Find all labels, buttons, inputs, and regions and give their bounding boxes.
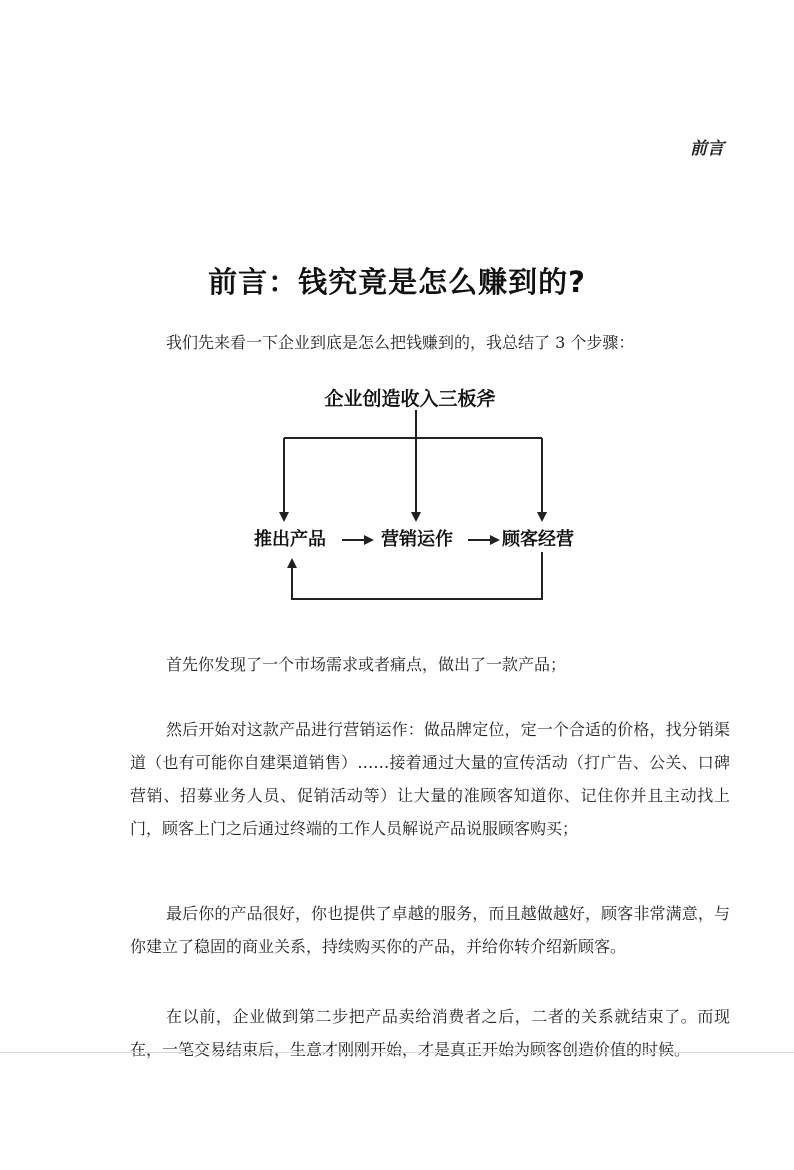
scan-line xyxy=(0,1052,794,1053)
diagram-arrows xyxy=(240,380,580,620)
step-launch-product: 推出产品 xyxy=(254,529,326,550)
step-customer-management: 顾客经营 xyxy=(502,529,574,550)
arrowhead-right-2 xyxy=(490,535,500,545)
arrowhead-down-3 xyxy=(537,512,547,522)
top-connector xyxy=(284,410,542,438)
running-head: 前言 xyxy=(690,139,724,159)
intro-paragraph: 我们先来看一下企业到底是怎么把钱赚到的，我总结了 3 个步骤： xyxy=(166,333,635,352)
body-paragraph-3: 最后你的产品很好，你也提供了卓越的服务，而且越做越好，顾客非常满意，与你建立了稳固的商业关系，持续购买你的产品，并给你转介绍新顾客。 xyxy=(130,904,730,956)
arrowhead-right-1 xyxy=(364,535,374,545)
step-marketing: 营销运作 xyxy=(381,529,453,550)
arrowhead-down-1 xyxy=(279,512,289,522)
body-paragraph-4: 在以前，企业做到第二步把产品卖给消费者之后，二者的关系就结束了。而现在，一笔交易结束后，生意才刚刚开始，才是真正开始为顾客创造价值的时候。 xyxy=(130,1007,730,1059)
feedback-loop xyxy=(292,552,542,599)
body-paragraph-1: 首先你发现了一个市场需求或者痛点，做出了一款产品； xyxy=(166,655,567,674)
flow-diagram xyxy=(240,380,580,620)
diagram-heading: 企业创造收入三板斧 xyxy=(324,388,496,410)
body-paragraph-2: 然后开始对这款产品进行营销运作：做品牌定位，定一个合适的价格，找分销渠道（也有可能你自建渠道销售）……接着通过大量的宣传活动（打广告、公关、口碑营销、招募业务人员、促销活动等）让大量的准顾客知道你、记住你并且主动找上门，顾客上门之后通过终端的工作人员解说产品说服顾客购买； xyxy=(130,720,730,838)
chapter-title: 前言：钱究竟是怎么赚到的? xyxy=(208,265,586,299)
arrowhead-up-loop xyxy=(287,558,297,568)
arrowhead-down-2 xyxy=(411,512,421,522)
